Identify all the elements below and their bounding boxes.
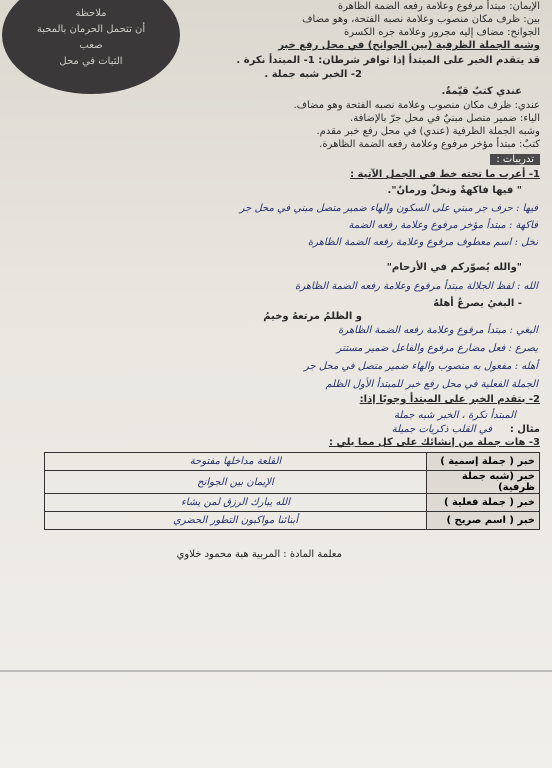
answer-cell: الإيمان بين الجوانح	[45, 471, 427, 494]
note-line: عندي: ظرف مكان منصوب وعلامة نصبه الفتحة وهو مضاف.	[293, 100, 540, 111]
note-line: بين: ظرف مكان منصوب وعلامة نصبه الفتحة، وهو مضاف	[302, 14, 540, 25]
exercises-tag: تدريبات :	[490, 154, 540, 165]
handwritten-answer: المبتدأ نكرة ، الخبر شبه جملة	[393, 410, 516, 421]
oval-line3: صعب	[79, 40, 103, 51]
answer-cell: الله يبارك الرزق لمن يشاء	[45, 494, 427, 512]
sentence-2: "والله يُصوّركم في الأرحام"	[386, 262, 522, 273]
oval-line2: أن تتحمل الحرمان بالمحبة	[36, 24, 146, 35]
question-2-title: 2- يتقدم الخبر على المبتدأ وجوبًا إذا:	[359, 394, 540, 405]
row-label: خبر ( جملة إسمية )	[427, 453, 540, 471]
note-line: الجوانح: مضاف إليه مجرور وعلامة جره الكسرة	[344, 27, 540, 38]
table-row	[45, 471, 540, 494]
handwritten-answer: نخل : اسم معطوف مرفوع وعلامة رفعه الضمة الظاهرة	[307, 237, 538, 248]
handwritten-answer: الله : لفظ الجلالة مبتدأ مرفوع وعلامة رفعه الضمة الظاهرة	[295, 281, 538, 292]
note-oval	[2, 0, 180, 94]
sentence-3: - البغيُ يصرعُ أهلهُ	[433, 298, 522, 309]
table-row	[45, 512, 540, 530]
rule-line: قد يتقدم الخبر على المبتدأ إذا توافر شرطان: 1- المبتدأ نكرة .	[236, 55, 540, 66]
handwritten-answer: يصرع : فعل مضارع مرفوع والفاعل ضمير مستتر	[336, 343, 538, 354]
note-line: الإيمان: مبتدأ مرفوع وعلامة رفعه الضمة الظاهرة	[337, 1, 540, 12]
note-line: وشبه الجملة الظرفية (بين الجوانح) في محل رفع خبر	[278, 40, 540, 51]
handwritten-answer: البغي : مبتدأ مرفوع وعلامة رفعه الضمة الظاهرة	[338, 325, 538, 336]
handwritten-answer: الجملة الفعلية في محل رفع خبر للمبتدأ الأول الظلم	[325, 379, 538, 390]
question-3-title: 3- هات جملة من إنشائك على كل مما يلي :	[329, 437, 540, 448]
question-1-title: 1- أعرب ما تحته خط في الجمل الآتية :	[350, 169, 540, 180]
answer-cell: القلعة مداخلها مفتوحة	[45, 453, 427, 471]
oval-line1: ملاحظة	[75, 8, 107, 19]
oval-line4: الثبات في محل	[59, 56, 123, 67]
table-row	[45, 453, 540, 471]
example-sentence: عندي كتبٌ قيّمةٌ.	[441, 86, 522, 97]
handwritten-answer: فيها : حرف جر مبني على السكون والهاء ضمير متصل مبني في محل جر	[239, 203, 538, 214]
rule-line: 2- الخبر شبه جملة .	[264, 69, 362, 80]
note-line: الياء: ضمير متصل مبنيٌ في محل جرّ بالإضافة.	[350, 113, 540, 124]
answers-table	[44, 452, 540, 530]
handwritten-answer: في القلب ذكريات جميلة	[391, 424, 492, 435]
note-line: وشبه الجملة الظرفية (عندي) في محل رفع خبر مقدم.	[316, 126, 540, 137]
example-label: مثال :	[509, 424, 540, 435]
answer-cell: أبنائنا مواكبون التطور الحضري	[45, 512, 427, 530]
row-label: خبر (شبه جملة ظرفية)	[427, 471, 540, 494]
page-fold-line	[0, 670, 552, 672]
row-label: خبر ( جملة فعلية )	[427, 494, 540, 512]
handwritten-answer: أهله : مفعول به منصوب والهاء ضمير متصل في محل جر	[304, 361, 538, 372]
note-line: كتبٌ: مبتدأ مؤخر مرفوع وعلامة رفعه الضمة الظاهرة.	[319, 139, 540, 150]
sentence-4: و الظلمُ مرتعهُ وخيمُ	[263, 311, 362, 322]
row-label: خبر ( اسم صريح )	[427, 512, 540, 530]
table-row	[45, 494, 540, 512]
teacher-signature: معلمة المادة : المربية هبة محمود خلاوي	[176, 549, 342, 560]
handwritten-answer: فاكهة : مبتدأ مؤخر مرفوع وعلامة رفعه الضمة	[348, 220, 538, 231]
sentence-1: " فيها فاكهةٌ ونخلٌ ورمانٌ".	[387, 185, 522, 196]
